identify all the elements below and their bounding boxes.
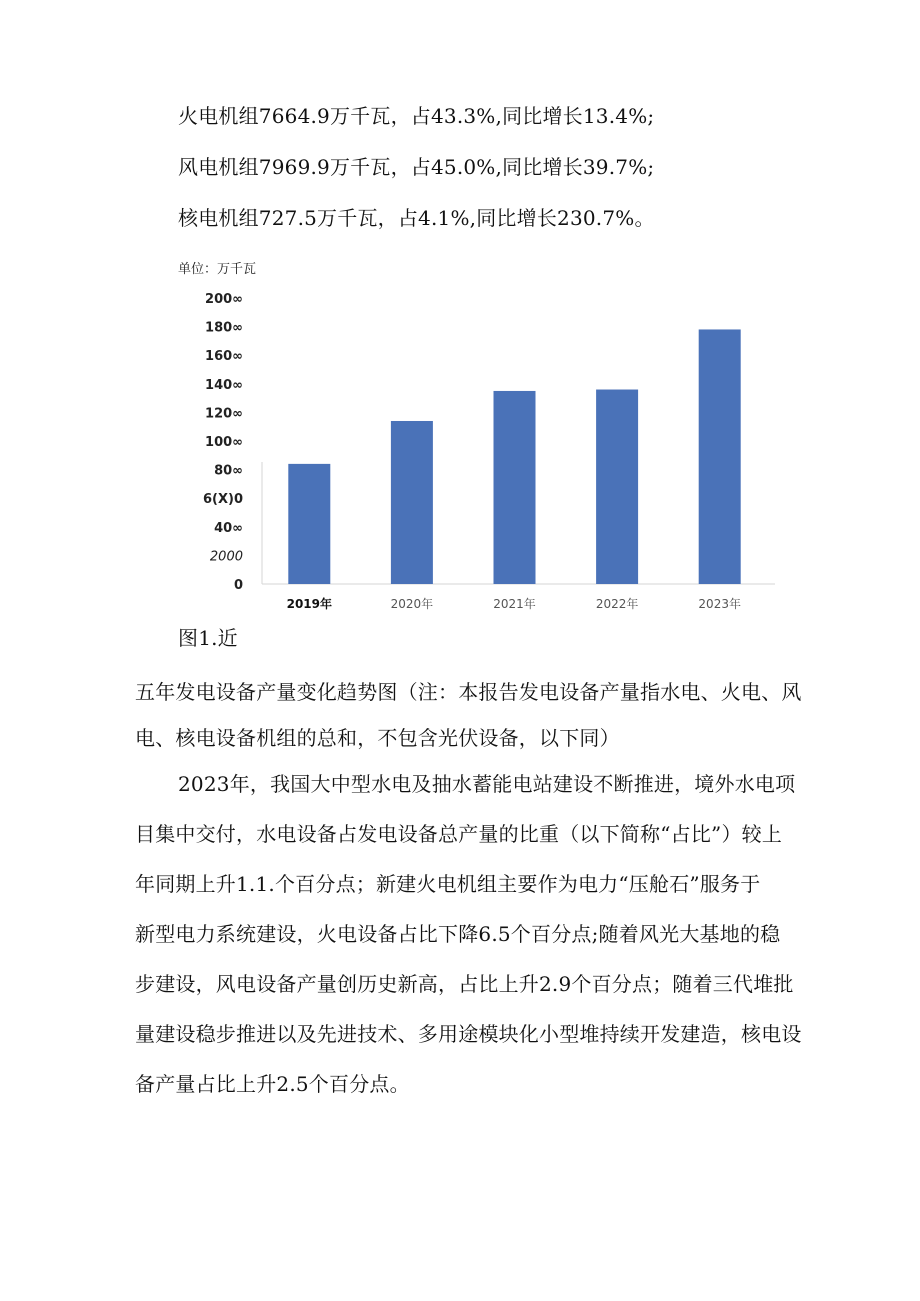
paragraph-line: 2023年，我国大中型水电及抽水蓄能电站建设不断推进，境外水电项: [178, 772, 796, 796]
x-tick-label: 2022年: [595, 597, 639, 611]
x-tick-label: 2019年: [286, 597, 333, 611]
paragraph-line: 步建设，风电设备产量创历史新高，占比上升2.9个百分点；随着三代堆批: [135, 972, 794, 996]
paragraph-line: 新型电力系统建设，火电设备占比下降6.5个百分点;随着风光大基地的稳: [135, 922, 781, 946]
paragraph-line: 备产量占比上升2.5个百分点。: [135, 1072, 410, 1096]
y-tick-label: 40∞: [214, 520, 243, 536]
y-tick-label: 100∞: [205, 435, 243, 450]
y-tick-label: 80∞: [214, 463, 243, 479]
x-tick-label: 2023年: [698, 597, 741, 611]
y-tick-label: 0: [233, 578, 243, 593]
stat-nuclear: 核电机组727.5万千瓦，占4.1%,同比增长230.7%。: [178, 206, 655, 230]
paragraph-line: 年同期上升1.1.个百分点；新建火电机组主要作为电力“压舱石”服务于: [135, 872, 761, 896]
y-tick-label: 2000: [209, 549, 243, 565]
y-tick-label: 120∞: [205, 406, 243, 422]
figure-caption-line2: 五年发电设备产量变化趋势图（注：本报告发电设备产量指水电、火电、风: [135, 680, 802, 704]
bar-2023年: [699, 329, 741, 584]
y-tick-label: 6(X)0: [203, 492, 243, 508]
paragraph-line: 目集中交付，水电设备占发电设备总产量的比重（以下简称“占比”）较上: [135, 822, 783, 846]
bar-2022年: [596, 390, 638, 584]
stat-thermal: 火电机组7664.9万千瓦，占43.3%,同比增长13.4%;: [178, 104, 655, 128]
bar-2021年: [494, 391, 536, 584]
chart-unit-label: 单位：万千瓦: [178, 262, 257, 277]
figure-caption-line1: 图1.近: [178, 626, 238, 650]
bar-chart: [0, 0, 920, 640]
y-tick-label: 180∞: [205, 320, 243, 336]
stat-wind: 风电机组7969.9万千瓦，占45.0%,同比增长39.7%;: [178, 155, 655, 179]
figure-caption-line3: 电、核电设备机组的总和，不包含光伏设备，以下同）: [135, 726, 620, 750]
y-tick-label: 200∞: [205, 292, 243, 307]
bar-2019年: [288, 464, 330, 584]
paragraph-line: 量建设稳步推进以及先进技术、多用途模块化小型堆持续开发建造，核电设: [135, 1022, 802, 1046]
y-tick-label: 160∞: [205, 349, 243, 365]
x-tick-label: 2021年: [493, 597, 536, 611]
bar-2020年: [391, 421, 433, 584]
x-tick-label: 2020年: [390, 597, 434, 611]
y-tick-label: 140∞: [205, 377, 243, 393]
